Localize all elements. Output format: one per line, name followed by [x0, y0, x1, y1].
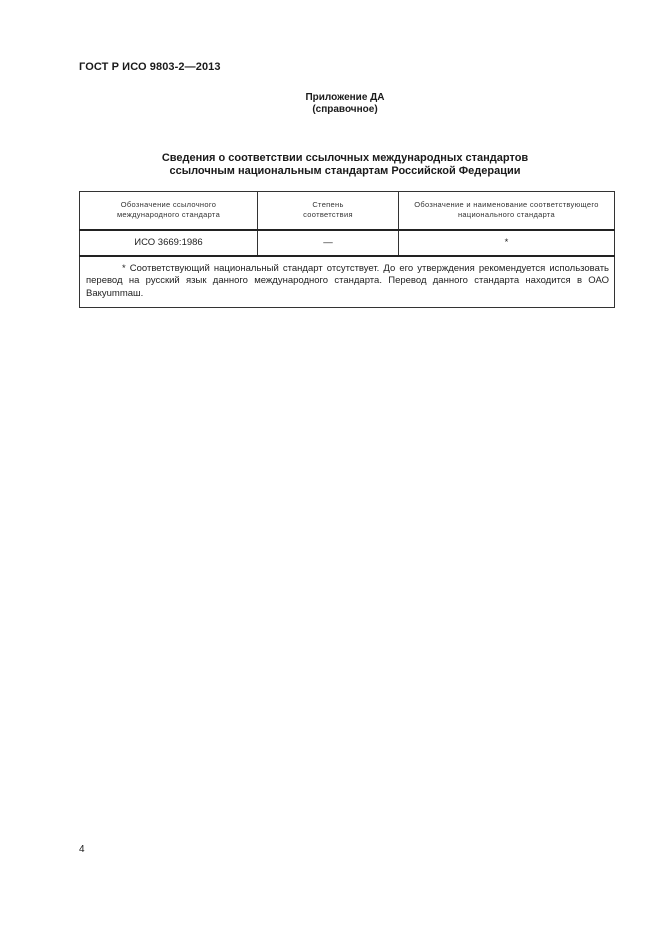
- table-cell-international-standard: ИСО 3669:1986: [80, 230, 258, 256]
- table-row: [80, 230, 615, 256]
- column-header-line: Степень: [312, 200, 344, 210]
- table-footnote: * Соответствующий национальный стандарт отсутствует. До его утверждения рекомендуется использовать перевод на русский язык данного международного стандарта. Перевод данного стандарта находится в ОАО Вакуummаш.: [86, 262, 609, 299]
- column-header-line: международного стандарта: [116, 210, 221, 220]
- column-header-line: соответствия: [303, 210, 353, 220]
- document-code: ГОСТ Р ИСО 9803-2—2013: [79, 61, 221, 73]
- table-header-row: [80, 192, 615, 230]
- column-header-line: Обозначение ссылочного: [120, 200, 217, 210]
- table-note-row: [80, 256, 615, 308]
- page-number: 4: [79, 844, 85, 855]
- reference-standards-table: [79, 191, 615, 308]
- column-header-national-standard: [399, 192, 615, 230]
- table-note-cell: [80, 256, 615, 308]
- annex-kind: (справочное): [312, 104, 378, 115]
- table-caption-line-1: Сведения о соответствии ссылочных международных стандартов: [161, 152, 529, 164]
- column-header-line: национального стандарта: [457, 210, 556, 220]
- annex-title: Приложение ДА: [305, 92, 385, 103]
- column-header-compliance-degree: [258, 192, 399, 230]
- table-caption-line-2: ссылочным национальным стандартам Российской Федерации: [169, 165, 521, 177]
- table-cell-national-standard: *: [399, 230, 615, 256]
- column-header-line: Обозначение и наименование соответствующего: [414, 200, 599, 210]
- table-cell-compliance-degree: —: [258, 230, 399, 256]
- column-header-international-standard: [80, 192, 258, 230]
